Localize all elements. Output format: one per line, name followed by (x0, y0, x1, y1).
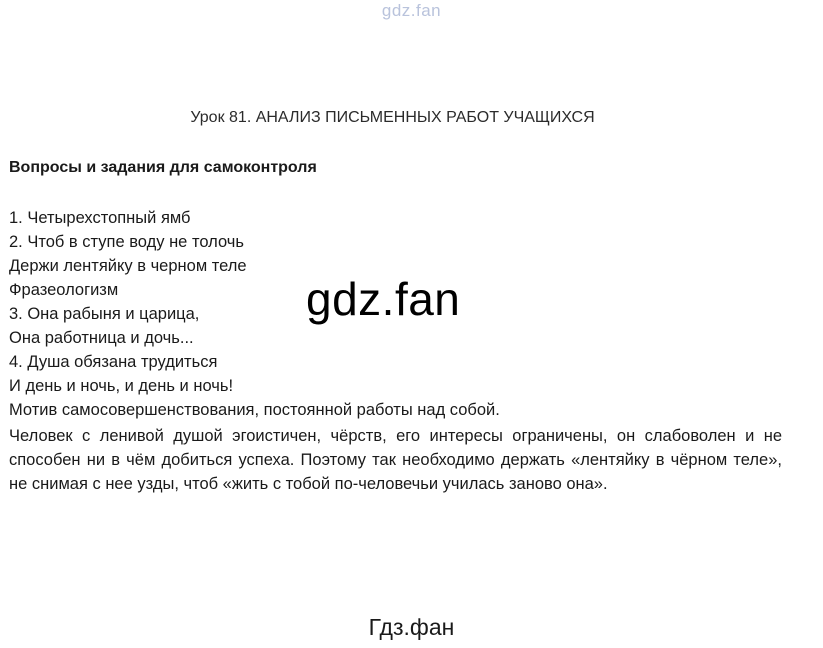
bottom-watermark: Гдз.фан (368, 614, 455, 640)
answer-line: 3. Она рабыня и царица, (9, 305, 200, 323)
answer-line: 4. Душа обязана трудиться (9, 353, 218, 371)
answer-line: 2. Чтоб в ступе воду не толочь (9, 233, 244, 251)
answer-paragraph: Человек с ленивой душой эгоистичен, чёрств, его интересы ограничены, он слабоволен и не способен ни в чём добиться успеха. Поэтому так необходимо держать «лентяйку в чёрном теле», не снимая с нее узды, чтоб «жить с тобой по-человечьи училась заново она». (9, 427, 782, 493)
answer-line: 1. Четырехстопный ямб (9, 209, 191, 227)
answer-line: Она работница и дочь... (9, 329, 194, 347)
center-watermark: gdz.fan (306, 273, 461, 325)
answer-line: И день и ночь, и день и ночь! (9, 377, 234, 395)
lesson-title: Урок 81. АНАЛИЗ ПИСЬМЕННЫХ РАБОТ УЧАЩИХСЯ (190, 109, 595, 126)
answer-line: Держи лентяйку в черном теле (9, 257, 247, 275)
answer-line: Мотив самосовершенствования, постоянной работы над собой. (9, 401, 500, 419)
answer-line: Фразеологизм (9, 281, 119, 299)
top-watermark: gdz.fan (381, 1, 442, 20)
section-heading: Вопросы и задания для самоконтроля (9, 159, 317, 176)
